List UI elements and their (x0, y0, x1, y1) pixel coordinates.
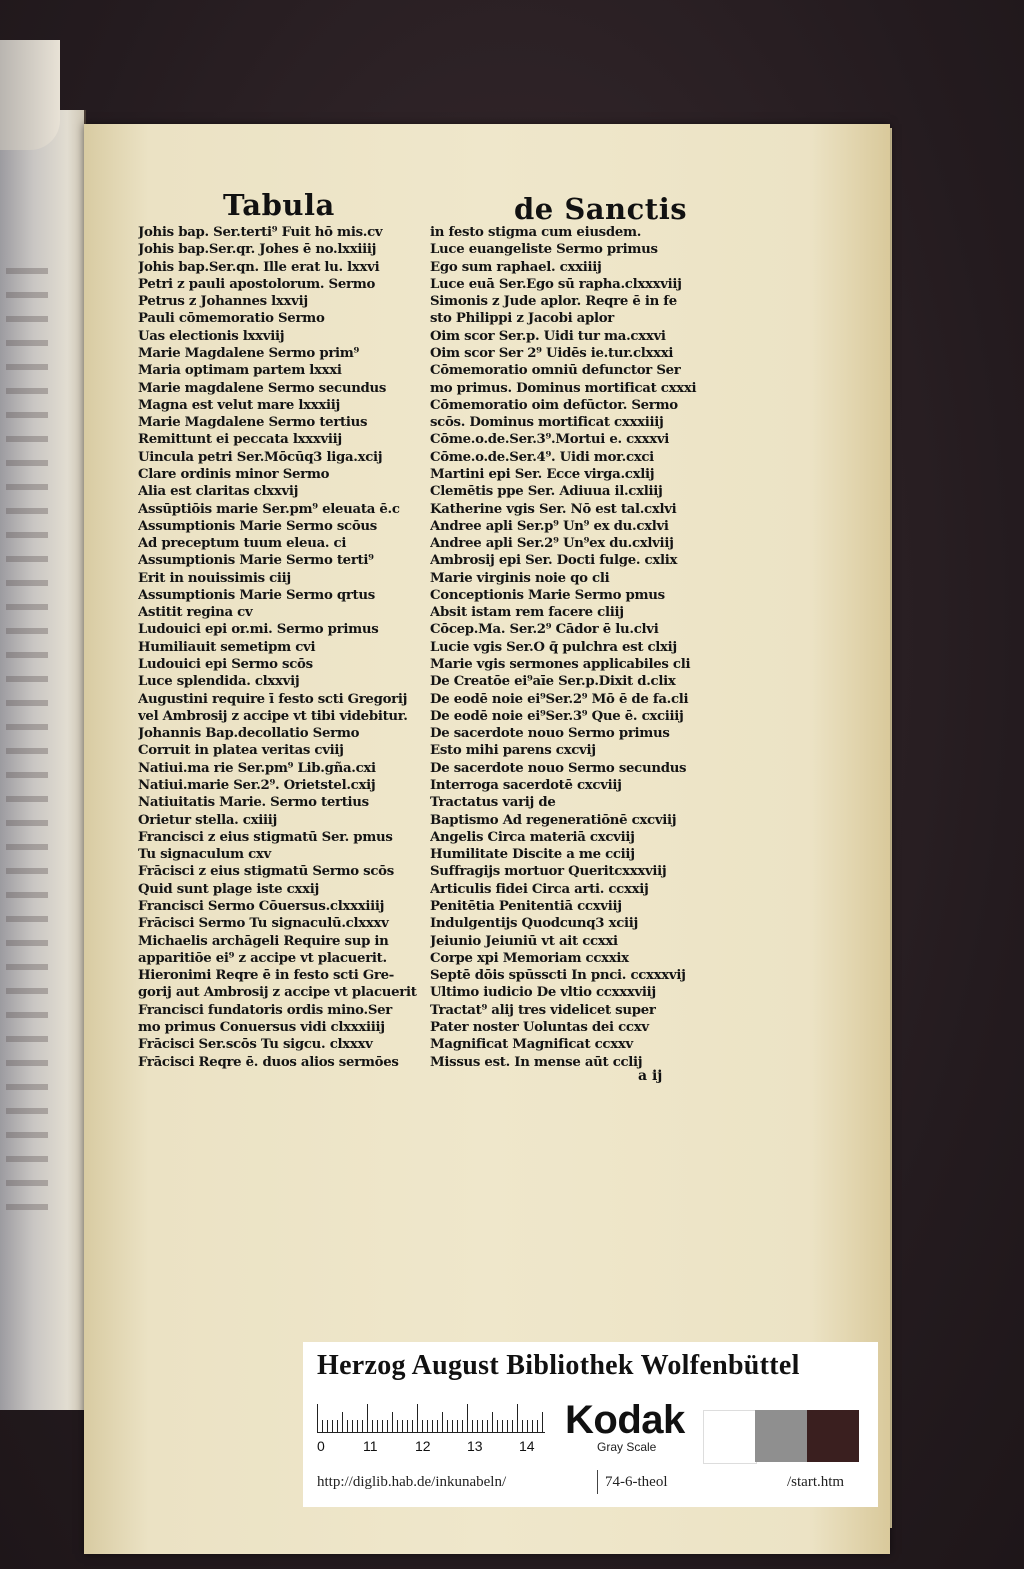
index-line: De sacerdote nouo Sermo primus (430, 726, 670, 742)
index-line: Ultimo iudicio De vltio ccxxxviij (430, 985, 656, 1001)
index-line: Natiui.marie Ser.2⁹. Orietstel.cxij (138, 778, 376, 793)
index-line: Magna est velut mare lxxxiij (138, 397, 341, 413)
ruler-tick (372, 1420, 373, 1432)
index-line: Corpe xpi Memoriam ccxxix (430, 950, 629, 966)
index-line: Uincula petri Ser.Mōcūq3 liga.xcij (138, 449, 383, 465)
ruler-tick (417, 1404, 418, 1432)
index-line: vel Ambrosij z accipe vt tibi videbitur. (138, 708, 408, 724)
index-line: Suffragijs mortuor Queritcxxxviij (430, 864, 667, 880)
index-line: Andree apli Ser.p⁹ Un⁹ ex du.cxlvi (430, 518, 669, 534)
index-line: Tu signaculum cxv (138, 847, 271, 863)
previous-page-corner (0, 40, 60, 150)
index-line: Frācisci Sermo Tu signaculū.clxxxv (138, 916, 389, 932)
index-line: Cōmemoratio oim defūctor. Sermo (430, 397, 678, 413)
url-right: /start.htm (787, 1474, 845, 1490)
index-line: Angelis Circa materiā cxcviij (430, 829, 635, 845)
ruler-tick (457, 1420, 458, 1432)
ruler-tick (347, 1420, 348, 1432)
index-line: Cōcep.Ma. Ser.2⁹ Cādor ē lu.clvi (430, 622, 659, 638)
ruler-tick (422, 1420, 423, 1432)
index-line: Uas electionis lxxviij (138, 328, 285, 344)
ruler-tick (442, 1412, 443, 1432)
index-line: Pater noster Uoluntas dei ccxv (430, 1019, 649, 1035)
ruler-tick (352, 1420, 353, 1432)
index-line: Erit in nouissimis ciij (138, 570, 291, 586)
index-line: Ad preceptum tuum eleua. ci (138, 536, 347, 552)
ruler-baseline (317, 1432, 545, 1433)
index-line: Cōme.o.de.Ser.3⁹.Mortui e. cxxxvi (430, 432, 670, 448)
ruler-tick (487, 1420, 488, 1432)
ruler-tick (317, 1404, 318, 1432)
ruler-tick (362, 1420, 363, 1432)
ruler-tick (432, 1420, 433, 1432)
index-line: Assumptionis Marie Sermo terti⁹ (138, 553, 374, 569)
ruler-number: 0 (317, 1438, 325, 1454)
index-line: Luce euā Ser.Ego sū rapha.clxxxviij (430, 276, 682, 292)
ruler-tick (342, 1412, 343, 1432)
index-line: Frācisci Ser.scōs Tu sigcu. clxxxv (138, 1037, 373, 1053)
ruler-tick (397, 1420, 398, 1432)
index-line: Francisci Sermo Cōuersus.clxxxiiij (138, 898, 385, 914)
label-separator (597, 1470, 598, 1494)
index-line: Martini epi Ser. Ecce virga.cxlij (430, 466, 655, 482)
index-line: Marie magdalene Sermo secundus (138, 380, 387, 396)
index-line: De sacerdote nouo Sermo secundus (430, 760, 687, 776)
kodak-logo: Kodak (565, 1398, 685, 1442)
ruler-tick (467, 1404, 468, 1432)
index-line: Francisci z eius stigmatū Ser. pmus (138, 829, 393, 845)
ruler-tick (337, 1420, 338, 1432)
index-line: scōs. Dominus mortificat cxxxiiij (430, 415, 664, 431)
index-line: Ludouici epi or.mi. Sermo primus (138, 622, 379, 638)
index-line: Natiui.ma rie Ser.pm⁹ Lib.gña.cxi (138, 760, 376, 776)
index-line: Cōmemoratio omniū defunctor Ser (430, 363, 681, 379)
index-line: Orietur stella. cxiiij (138, 812, 277, 828)
index-line: De Creatōe ei⁹aīe Ser.p.Dixit d.clix (430, 674, 676, 690)
index-line: Marie virginis noie qo cli (430, 570, 610, 586)
ruler-tick (367, 1404, 368, 1432)
index-line: De eodē noie ei⁹Ser.2⁹ Mō ē de fa.cli (430, 691, 689, 707)
index-line: Andree apli Ser.2⁹ Un⁹ex du.cxlviij (430, 536, 674, 552)
ruler-tick (477, 1420, 478, 1432)
index-line: Assumptionis Marie Sermo qrtus (138, 587, 375, 603)
index-line: Maria optimam partem lxxxi (138, 363, 342, 379)
index-line: Frācisci Reqre ē. duos alios sermōes (138, 1054, 399, 1070)
ruler-tick (437, 1420, 438, 1432)
library-label-card (303, 1342, 878, 1507)
index-line: Conceptionis Marie Sermo pmus (430, 587, 665, 603)
index-line: Esto mihi parens cxcvij (430, 743, 596, 759)
index-line: Francisci fundatoris ordis mino.Ser (138, 1002, 393, 1018)
index-line: Marie Magdalene Sermo tertius (138, 415, 368, 431)
index-line: Ambrosij epi Ser. Docti fulge. cxlix (430, 553, 678, 569)
index-line: Tractatus varij de (430, 795, 556, 811)
ruler-tick (392, 1412, 393, 1432)
index-line: gorij aut Ambrosij z accipe vt placuerit (138, 985, 417, 1001)
shelfmark: 74-6-theol (605, 1474, 668, 1490)
right-column-index (430, 225, 706, 1070)
index-line: Katherine vgis Ser. Nō est tal.cxlvi (430, 501, 677, 517)
index-line: mo primus. Dominus mortificat cxxxi (430, 380, 697, 396)
index-line: mo primus Conuersus vidi clxxxiiij (138, 1019, 385, 1035)
index-line: Tractat⁹ alij tres videlicet super (430, 1002, 656, 1018)
index-line: Alia est claritas clxxvij (138, 484, 299, 500)
index-line: Clare ordinis minor Sermo (138, 466, 330, 482)
ruler-tick (357, 1420, 358, 1432)
ruler-tick (462, 1420, 463, 1432)
previous-page-text-lines (6, 260, 48, 1210)
ruler-tick (412, 1420, 413, 1432)
ruler-tick (327, 1420, 328, 1432)
index-line: Petri z pauli apostolorum. Sermo (138, 276, 376, 292)
index-line: Septē dōis spūsscti In pnci. ccxxxvij (430, 968, 686, 984)
ruler-tick (512, 1420, 513, 1432)
ruler-tick (507, 1420, 508, 1432)
index-line: Baptismo Ad regeneratiōnē cxcviij (430, 812, 677, 828)
index-line: Oim scor Ser 2⁹ Uidēs ie.tur.clxxxi (430, 345, 674, 361)
index-line: Absit istam rem facere cliij (430, 605, 624, 621)
index-line: Johis bap. Ser.terti⁹ Fuit hō mis.cv (138, 225, 383, 240)
swatch-gray (755, 1410, 807, 1462)
index-line: Quid sunt plage iste cxxij (138, 881, 319, 897)
index-line: Pauli cōmemoratio Sermo (138, 311, 325, 327)
ruler-tick (517, 1404, 518, 1432)
ruler-number: 13 (467, 1438, 483, 1454)
ruler-tick (322, 1420, 323, 1432)
index-line: Corruit in platea veritas cviij (138, 743, 344, 759)
previous-page-edge (0, 110, 86, 1410)
index-line: Frācisci z eius stigmatū Sermo scōs (138, 864, 394, 880)
heading-de-sanctis: de Sanctis (514, 192, 688, 226)
index-line: Hieronimi Reqre ē in festo scti Gre- (138, 968, 395, 984)
index-line: Petrus z Johannes lxxvij (138, 294, 308, 310)
ruler-tick (402, 1420, 403, 1432)
index-line: Articulis fidei Circa arti. ccxxij (430, 881, 649, 897)
ruler-number: 14 (519, 1438, 535, 1454)
index-line: in festo stigma cum eiusdem. (430, 225, 642, 240)
ruler-tick (472, 1420, 473, 1432)
index-line: Cōme.o.de.Ser.4⁹. Uidi mor.cxci (430, 449, 654, 465)
index-line: Luce euangeliste Sermo primus (430, 242, 658, 258)
index-line: Ludouici epi Sermo scōs (138, 657, 313, 673)
ruler-tick (447, 1420, 448, 1432)
library-name: Herzog August Bibliothek Wolfenbüttel (317, 1350, 800, 1381)
index-line: Johis bap.Ser.qr. Johes ē no.lxxiiij (138, 242, 377, 258)
index-line: Marie vgis sermones applicabiles cli (430, 657, 691, 673)
index-line: Ego sum raphael. cxxiiij (430, 259, 602, 275)
ruler-tick (542, 1412, 543, 1432)
left-column-index (138, 225, 421, 1070)
ruler-tick (382, 1420, 383, 1432)
signature-mark: a ij (638, 1068, 663, 1084)
ruler-tick (537, 1420, 538, 1432)
ruler-tick (407, 1420, 408, 1432)
swatch-dark (807, 1410, 859, 1462)
index-line: Remittunt ei peccata lxxxviij (138, 432, 342, 448)
index-line: Indulgentijs Quodcunq3 xciij (430, 916, 639, 932)
ruler-tick (527, 1420, 528, 1432)
ruler-tick (502, 1420, 503, 1432)
ruler-tick (332, 1420, 333, 1432)
index-line: Luce splendida. clxxvij (138, 674, 300, 690)
index-line: Marie Magdalene Sermo prim⁹ (138, 345, 360, 361)
ruler-tick (387, 1420, 388, 1432)
heading-tabula: Tabula (223, 188, 335, 222)
index-line: Michaelis archāgeli Require sup in (138, 933, 389, 949)
url-left: http://diglib.hab.de/inkunabeln/ (317, 1474, 507, 1490)
ruler-tick (452, 1420, 453, 1432)
ruler-numbers (317, 1438, 557, 1456)
index-line: Humilitate Discite a me cciij (430, 847, 635, 863)
scale-ruler (317, 1396, 545, 1438)
index-line: Penitētia Penitentiā ccxviij (430, 898, 622, 914)
index-line: Interroga sacerdotē cxcviij (430, 778, 622, 793)
index-line: Magnificat Magnificat ccxxv (430, 1037, 633, 1053)
index-line: sto Philippi z Jacobi aplor (430, 311, 614, 327)
ruler-tick (532, 1420, 533, 1432)
index-line: Astitit regina cv (138, 605, 253, 621)
index-line: Lucie vgis Ser.O q̄ pulchra est clxij (430, 639, 677, 655)
index-line: Simonis z Jude aplor. Reqre ē in fe (430, 294, 677, 310)
ruler-tick (492, 1412, 493, 1432)
swatch-white (703, 1410, 757, 1464)
index-line: Jeiunio Jeiuniū vt ait ccxxi (430, 933, 618, 949)
ruler-number: 12 (415, 1438, 431, 1454)
index-line: Humiliauit semetipm cvi (138, 639, 316, 655)
gray-scale-label: Gray Scale (597, 1440, 657, 1454)
index-line: Oim scor Ser.p. Uidi tur ma.cxxvi (430, 328, 666, 344)
ruler-tick (377, 1420, 378, 1432)
ruler-number: 11 (363, 1438, 378, 1454)
index-line: Johis bap.Ser.qn. Ille erat lu. lxxvi (138, 259, 380, 275)
index-line: De eodē noie ei⁹Ser.3⁹ Que ē. cxciiij (430, 708, 684, 724)
index-line: Augustini require ī festo scti Gregorij (138, 691, 408, 707)
ruler-tick (427, 1420, 428, 1432)
index-line: Johannis Bap.decollatio Sermo (138, 726, 360, 742)
index-line: Missus est. In mense aūt cclij (430, 1054, 643, 1070)
ruler-tick (522, 1420, 523, 1432)
ruler-tick (497, 1420, 498, 1432)
index-line: Clemētis ppe Ser. Adiuua il.cxliij (430, 484, 663, 500)
index-line: Natiuitatis Marie. Sermo tertius (138, 795, 369, 811)
index-line: Assumptionis Marie Sermo scōus (138, 518, 377, 534)
index-line: apparitiōe ei⁹ z accipe vt placuerit. (138, 950, 387, 966)
index-line: Assūptiōis marie Ser.pm⁹ eleuata ē.c (138, 501, 400, 517)
ruler-tick (482, 1420, 483, 1432)
